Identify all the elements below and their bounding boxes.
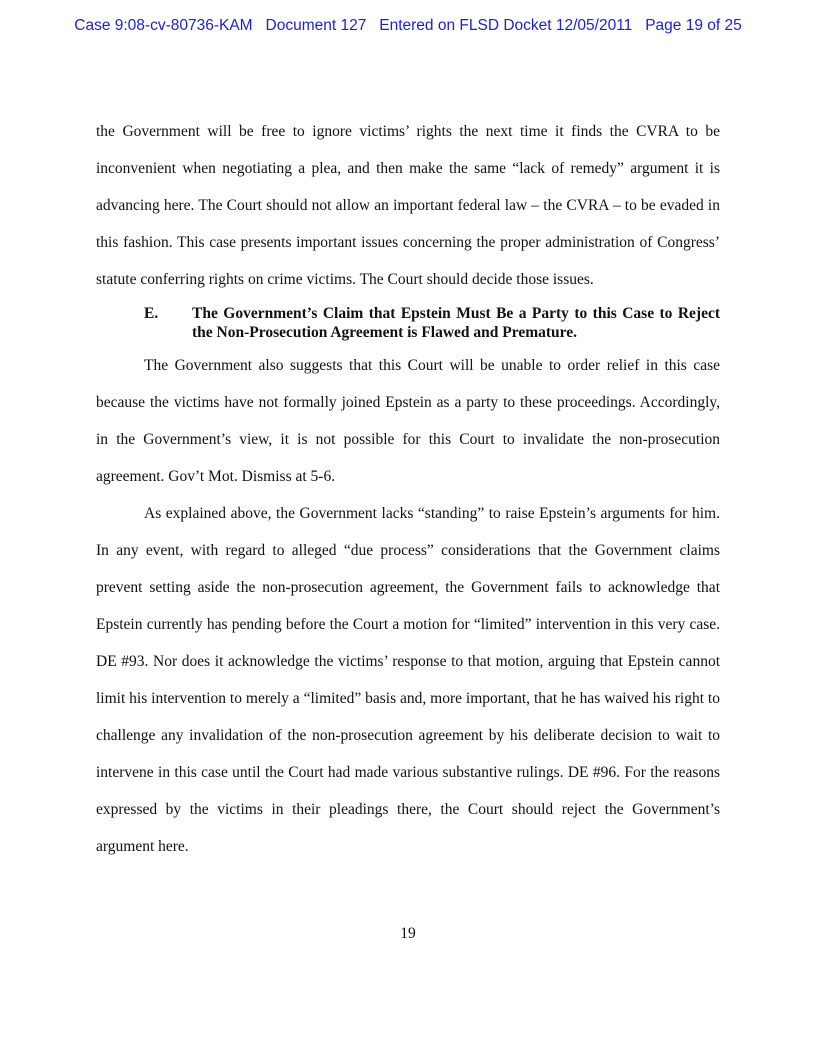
section-letter: E. (144, 305, 159, 322)
section-title: The Government’s Claim that Epstein Must Be a Party to this Case to Reject the Non-Prosecution Agreement is Flawed and Premature. (192, 305, 720, 341)
paragraph-government-suggests: The Government also suggests that this Court will be unable to order relief in this case because the victims have not formally joined Epstein as a party to these proceedings. Accordingly, in the Government’s view, it is not possible for this Court to invalidate the non-prosecution agreement. Gov’t Mot. Dismiss at 5-6. (96, 357, 720, 485)
document-body (96, 113, 720, 865)
page-number: 19 (400, 925, 416, 942)
paragraph-standing-argument: As explained above, the Government lacks “standing” to raise Epstein’s arguments for him. In any event, with regard to alleged “due process” considerations that the Government claims prevent setting aside the non-prosecution agreement, the Government fails to acknowledge that Epstein currently has pending before the Court a motion for “limited” intervention in this very case. DE #93. Nor does it acknowledge the victims’ response to that motion, arguing that Epstein cannot limit his intervention to merely a “limited” basis and, more important, that he has waived his right to challenge any invalidation of the non-prosecution agreement by his deliberate decision to wait to intervene in this case until the Court had made various substantive rulings. DE #96. For the reasons expressed by the victims in their pleadings there, the Court should reject the Government’s argument here. (96, 505, 720, 855)
section-heading (96, 304, 720, 342)
court-filing-header: Case 9:08-cv-80736-KAM Document 127 Entered on FLSD Docket 12/05/2011 Page 19 of 25 (74, 17, 742, 34)
paragraph-continued: the Government will be free to ignore victims’ rights the next time it finds the CVRA to be inconvenient when negotiating a plea, and then make the same “lack of remedy” argument it is advancing here. The Court should not allow an important federal law – the CVRA – to be evaded in this fashion. This case presents important issues concerning the proper administration of Congress’ statute conferring rights on crime victims. The Court should decide those issues. (96, 123, 720, 288)
